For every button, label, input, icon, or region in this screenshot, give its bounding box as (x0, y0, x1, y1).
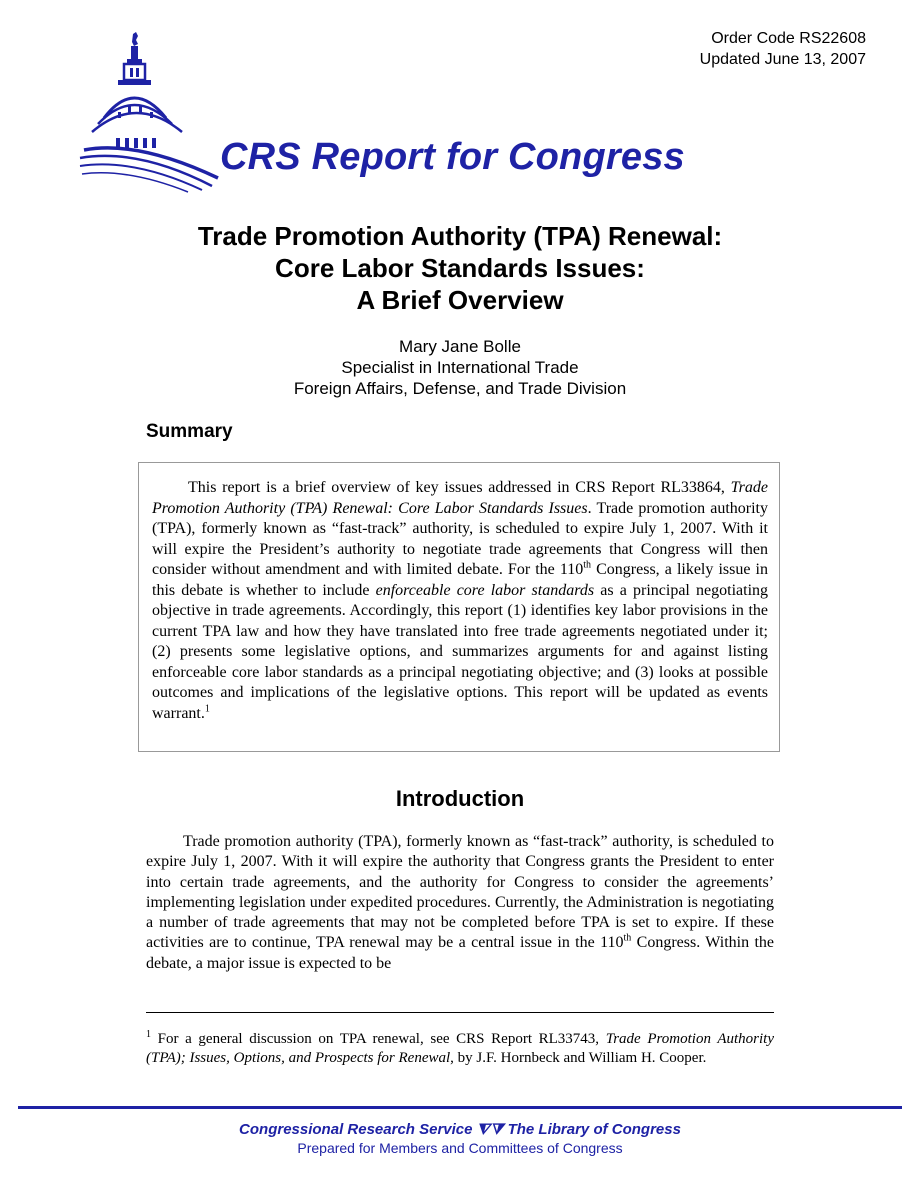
intro-text-1: Trade promotion authority (TPA), formerly known as “fast-track” authority, is scheduled to expire July 1, 2007. With it will expire the authority that Congress grants the President to enter into certain trade agreements, and the authority for Congress to consider the agreements’ implementing legislation under expedited procedures. Currently, the Administration is negotiating a number of trade agreements that may not be completed before TPA is set to expire. If these activities are to continue, TPA renewal may be a central issue in the 110 (146, 833, 774, 952)
author-division: Foreign Affairs, Defense, and Trade Division (293, 379, 627, 398)
introduction-heading: Introduction (395, 786, 525, 811)
crs-logo (78, 28, 688, 193)
footnote-number: 1 (146, 1029, 151, 1040)
title-line-3: A Brief Overview (356, 285, 564, 315)
author-position: Specialist in International Trade (341, 358, 579, 377)
footnote-divider (146, 1012, 774, 1013)
page-footer (0, 1120, 920, 1158)
summary-text-1: This report is a brief overview of key issues addressed in CRS Report RL33864, (188, 479, 731, 496)
footer-divider (18, 1106, 902, 1109)
footnote-text-3: , by J.F. Hornbeck and William H. Cooper. (450, 1050, 707, 1066)
summary-superscript-th: th (583, 559, 592, 571)
summary-text-6: as a principal negotiating objective in trade agreements. Accordingly, this report (1) identifies key labor provisions in the current TPA law and how they have translated into free trade agreements negotiated under it; (2) presents some legislative options, and summarizes arguments for and against listing enforceable core labor standards as a principal negotiating objective; and (3) looks at possible outcomes and implications of the legislative options. This report will be updated as events warrant. (152, 581, 769, 722)
footnote-reference[interactable]: 1 (204, 703, 210, 715)
intro-text-2: Congress. Within the debate, a major issue is expected to be (146, 934, 775, 972)
footer-line-2: Prepared for Members and Committees of Congress (297, 1140, 623, 1156)
crs-logo-text: CRS Report for Congress (220, 136, 685, 178)
summary-box (138, 462, 780, 752)
report-title (0, 220, 920, 316)
summary-heading: Summary (146, 421, 233, 442)
title-line-2: Core Labor Standards Issues: (275, 253, 645, 283)
updated-date: Updated June 13, 2007 (699, 51, 866, 68)
footnote-text-1: For a general discussion on TPA renewal, see CRS Report RL33743, (151, 1031, 606, 1047)
order-code: Order Code RS22608 (711, 30, 866, 47)
summary-emphasis: enforceable core labor standards (375, 581, 595, 599)
summary-report-title: Trade Promotion Authority (TPA) Renewal: Core Labor Standards Issues (152, 479, 768, 517)
summary-text-4: Congress, a likely issue in this debate is whether to include (152, 561, 768, 599)
author-name: Mary Jane Bolle (399, 337, 521, 356)
author-block (0, 336, 920, 399)
capitol-dome-icon (78, 28, 228, 193)
footnote-report-title: Trade Promotion Authority (TPA); Issues, Options, and Prospects for Renewal (146, 1031, 775, 1066)
footer-line-1: Congressional Research Service ⧨⧩ The Library of Congress (239, 1121, 681, 1138)
intro-superscript-th: th (623, 933, 632, 945)
order-code-block (700, 28, 866, 70)
title-line-1: Trade Promotion Authority (TPA) Renewal: (197, 221, 723, 251)
footnote (146, 1030, 774, 1068)
summary-paragraph (152, 478, 768, 724)
summary-text-3: . Trade promotion authority (TPA), formerly known as “fast-track” authority, is scheduled to expire July 1, 2007. With it will expire the President’s authority to negotiate trade agreements that Congress will then consider without amendment and with limited debate. For the 110 (152, 499, 769, 578)
introduction-paragraph (146, 832, 774, 974)
